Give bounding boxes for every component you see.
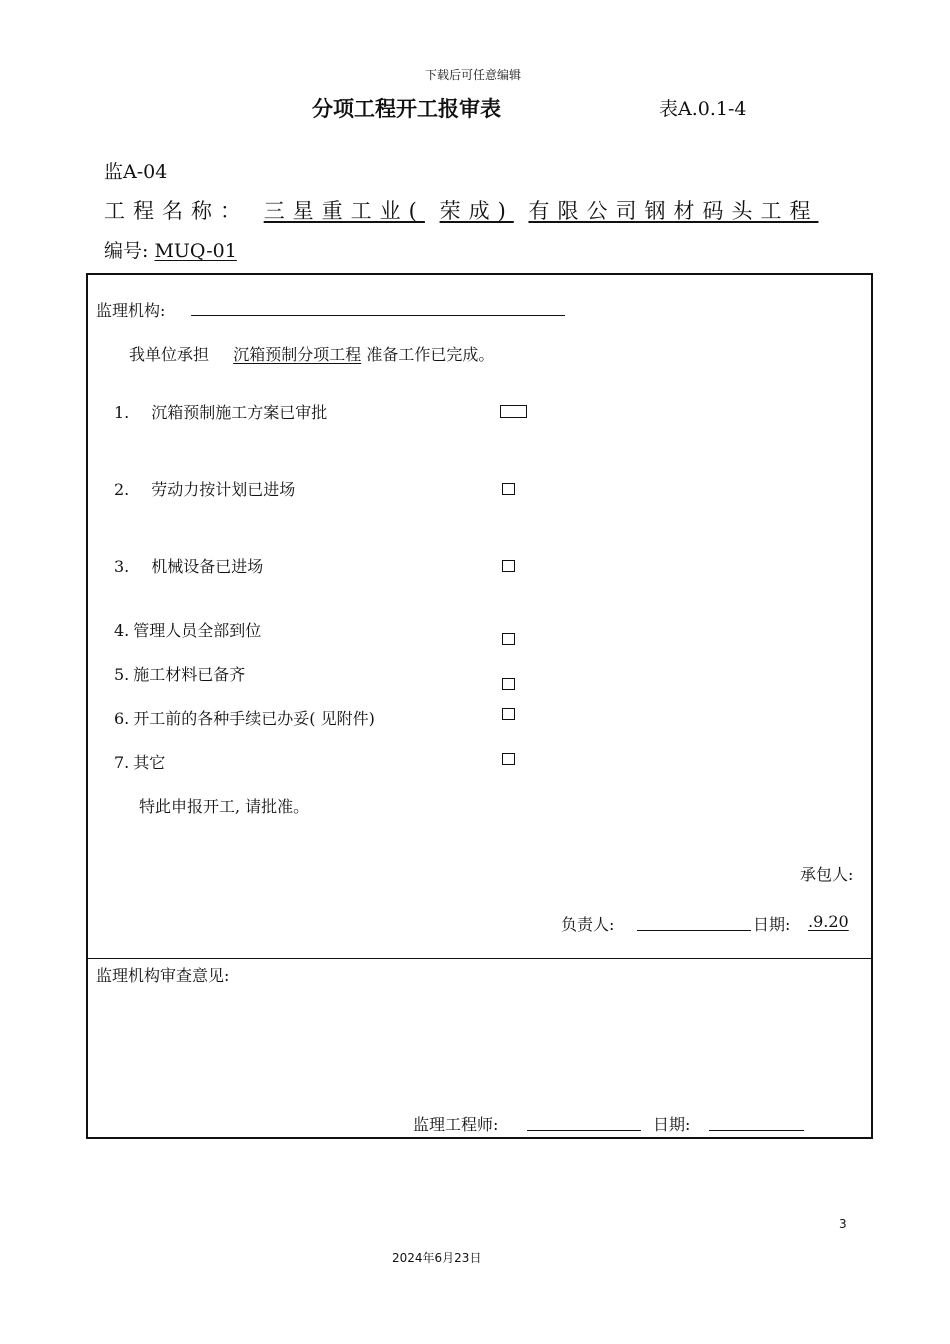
checklist-item-1: [114, 400, 327, 423]
page-title: 分项工程开工报审表: [312, 97, 501, 121]
intro-prefix: 我单位承担: [129, 345, 210, 364]
checklist-item-7: [114, 750, 165, 773]
item-label: 开工前的各种手续已办妥( 见附件): [133, 709, 375, 728]
item-number: 2.: [114, 480, 130, 499]
page-number: 3: [839, 1217, 847, 1231]
org-label: 监理机构:: [96, 301, 166, 320]
checklist-item-2: [114, 477, 295, 500]
contractor-date-label: 日期:: [753, 915, 791, 934]
checkbox-6[interactable]: [502, 708, 515, 720]
checkbox-5[interactable]: [502, 678, 515, 690]
checkbox-7[interactable]: [502, 753, 515, 765]
intro-text: [129, 342, 494, 365]
contractor-label: 承包人:: [800, 865, 854, 884]
section-divider: [86, 958, 873, 959]
item-label: 管理人员全部到位: [133, 621, 262, 640]
number-value: MUQ-01: [154, 240, 237, 262]
form-code: 表A.0.1-4: [659, 98, 747, 120]
item-number: 4.: [114, 621, 130, 640]
item-number: 5.: [114, 665, 130, 684]
item-label: 沉箱预制施工方案已审批: [151, 403, 328, 422]
item-number: 6.: [114, 709, 130, 728]
checkbox-4[interactable]: [502, 633, 515, 645]
number-row: [104, 236, 237, 263]
engineer-label: 监理工程师:: [413, 1115, 499, 1134]
closing-text: 特此申报开工, 请批准。: [139, 797, 310, 816]
checkbox-2[interactable]: [502, 483, 515, 495]
footer-date: 2024年6月23日: [392, 1251, 482, 1265]
project-name-row: [104, 195, 818, 225]
checklist-item-3: [114, 554, 263, 577]
engineer-blank-line: [527, 1130, 641, 1131]
checklist-item-5: [114, 662, 245, 685]
jian-code: 监A-04: [104, 161, 168, 183]
item-label: 机械设备已进场: [151, 557, 264, 576]
number-label: 编号:: [104, 240, 149, 262]
checkbox-1[interactable]: [500, 405, 527, 418]
item-number: 1.: [114, 403, 130, 422]
org-blank-line: [191, 315, 565, 316]
item-number: 3.: [114, 557, 130, 576]
contractor-date-value: .9.20: [808, 912, 849, 931]
item-label: 施工材料已备齐: [133, 665, 246, 684]
intro-suffix: 准备工作已完成。: [366, 345, 495, 364]
checkbox-3[interactable]: [502, 560, 515, 572]
checklist-item-6: [114, 706, 375, 729]
project-label: 工程名称：: [104, 199, 249, 223]
engineer-date-blank-line: [709, 1130, 804, 1131]
item-number: 7.: [114, 753, 130, 772]
responsible-label: 负责人:: [561, 915, 615, 934]
project-name-a: 三星重工业(: [263, 199, 425, 223]
responsible-blank-line: [637, 930, 751, 931]
download-note: 下载后可任意编辑: [425, 68, 522, 82]
project-name-c: 有限公司钢材码头工程: [528, 199, 819, 223]
item-label: 其它: [133, 753, 166, 772]
engineer-date-label: 日期:: [653, 1115, 691, 1134]
project-name-b: 荣成): [439, 199, 514, 223]
review-label: 监理机构审查意见:: [96, 966, 230, 985]
checklist-item-4: [114, 618, 261, 641]
intro-work: 沉箱预制分项工程: [233, 345, 362, 364]
item-label: 劳动力按计划已进场: [151, 480, 296, 499]
